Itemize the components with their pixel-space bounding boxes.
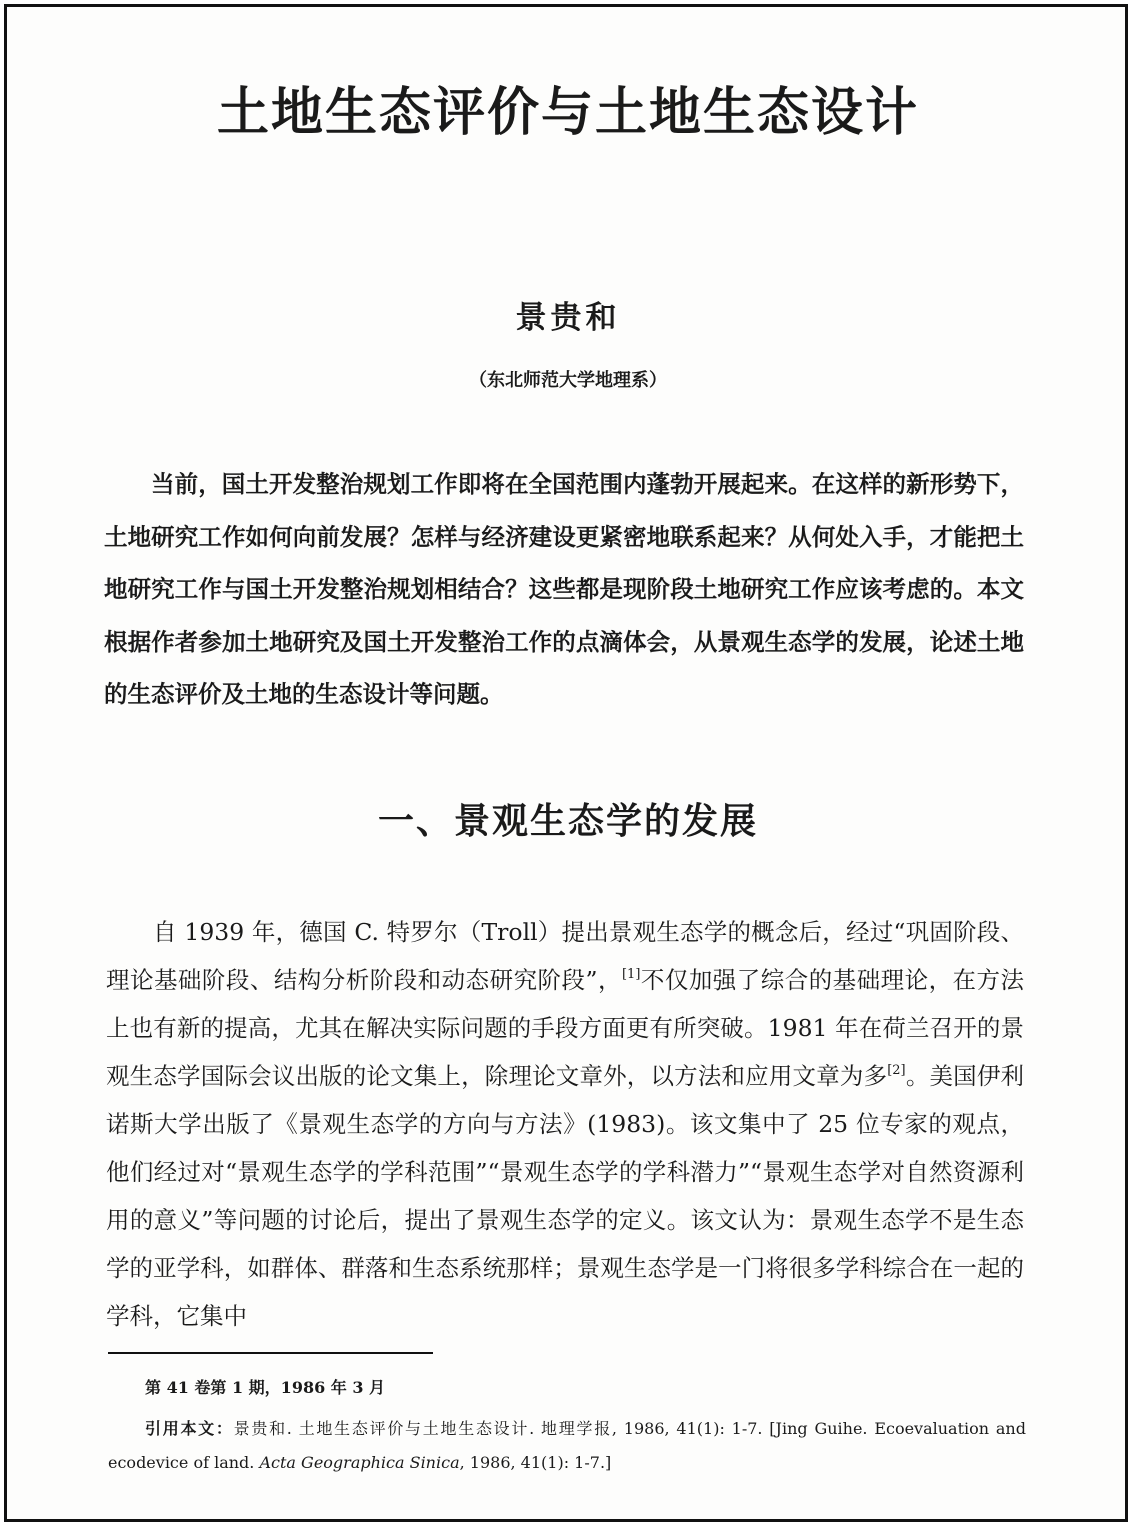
footnote-divider — [108, 1352, 433, 1354]
citation-tail: , 1986, 41(1): 1-7.] — [459, 1453, 612, 1472]
footnote-issue-info: 第 41 卷第 1 期，1986 年 3 月 — [145, 1378, 386, 1397]
body-text-part-1: 自 1939 年，德国 C. 特罗尔（Troll）提出景观生态学的概念后，经过“巩固阶段、理论基础阶段、结构分析阶段和动态研究阶段”， — [106, 918, 1024, 994]
abstract-paragraph: 当前，国土开发整治规划工作即将在全国范围内蓬勃开展起来。在这样的新形势下，土地研究工作如何向前发展？怎样与经济建设更紧密地联系起来？从何处入手，才能把土地研究工作与国土开发整治规划相结合？这些都是现阶段土地研究工作应该考虑的。本文根据作者参加土地研究及国土开发整治工作的点滴体会，从景观生态学的发展，论述土地的生态评价及土地的生态设计等问题。 — [104, 470, 1024, 708]
author-name: 景贵和 — [515, 300, 621, 336]
section-heading: 一、景观生态学的发展 — [377, 800, 758, 842]
citation-journal: Acta Geographica Sinica — [259, 1453, 460, 1472]
citation-label: 引用本文： — [145, 1419, 234, 1438]
citation-text: 景贵和. 土地生态评价与土地生态设计. 地理学报, 1986, 41(1): 1-7. [Jing Guihe. Ecoevaluation and ecodevice of land. — [108, 1419, 1026, 1472]
paper-title: 土地生态评价与土地生态设计 — [216, 82, 919, 143]
reference-marker-2[interactable]: [2] — [887, 1063, 906, 1078]
author-affiliation: （东北师范大学地理系） — [469, 370, 667, 391]
body-paragraph — [106, 908, 1024, 1340]
footnote-citation — [108, 1412, 1026, 1480]
body-text-part-2: 不仅加强了综合的基础理论，在方法上也有新的提高，尤其在解决实际问题的手段方面更有所突破。1981 年在荷兰召开的景观生态学国际会议出版的论文集上，除理论文章外，以方法和应用文章为多 — [106, 966, 1025, 1090]
body-text-part-3: 。美国伊利诺斯大学出版了《景观生态学的方向与方法》(1983)。该文集中了 25 位专家的观点，他们经过对“景观生态学的学科范围”“景观生态学的学科潜力”“景观生态学对自然资源利用的意义”等问题的讨论后，提出了景观生态学的定义。该文认为：景观生态学不是生态学的亚学科，如群体、群落和生态系统那样；景观生态学是一门将很多学科综合在一起的学科，它集中 — [106, 1062, 1025, 1330]
reference-marker-1[interactable]: [1] — [621, 967, 641, 982]
